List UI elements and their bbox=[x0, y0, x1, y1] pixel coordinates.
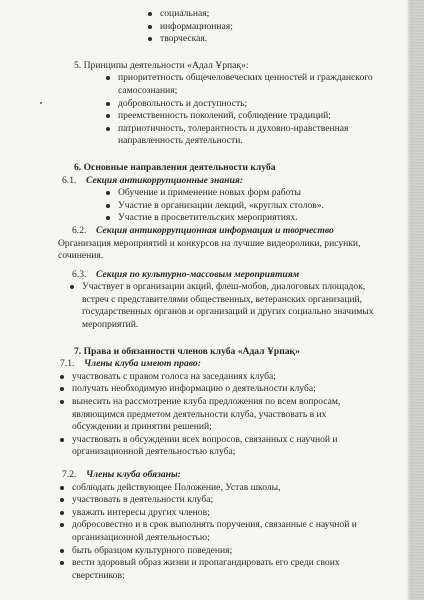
bullet-icon bbox=[60, 486, 64, 490]
section-5-heading: 5. Принципы деятельности «Адал Ұрпақ»: bbox=[74, 59, 249, 71]
subsection-6-1-heading: 6.1. Секция антикоррупционные знания: bbox=[62, 174, 243, 186]
bullet-icon bbox=[148, 12, 152, 16]
scan-speck bbox=[40, 102, 42, 104]
list-item: Участие в организации лекций, «круглых столов». bbox=[104, 200, 398, 213]
subsection-7-1-heading: 7.1. Члены клуба имеют право: bbox=[60, 358, 201, 370]
list-item: патриотичность, толерантность и духовно-нравственная направленность деятельности. bbox=[104, 123, 398, 148]
list-item: добровольность и доступность; bbox=[104, 98, 398, 111]
list-item: Участие в просветительских мероприятиях. bbox=[104, 212, 398, 225]
top-bullet-list bbox=[104, 8, 398, 46]
subsection-7-2-list bbox=[58, 482, 398, 583]
list-item: вынесить на рассмотрение клуба предложения по всем вопросам, являющимся предметом деятельности клуба, участвовать в их обсуждении и принятии решений; bbox=[58, 396, 398, 434]
bullet-icon bbox=[106, 127, 110, 131]
section-6-heading: 6. Основные направления деятельности клуба bbox=[74, 161, 276, 173]
bullet-icon bbox=[148, 25, 152, 29]
scan-edge bbox=[410, 0, 424, 600]
subsection-6-3-list bbox=[68, 281, 398, 331]
bullet-icon bbox=[60, 400, 64, 404]
list-item: участвовать в деятельности клуба; bbox=[58, 494, 398, 507]
bullet-icon bbox=[60, 523, 64, 527]
subsection-7-2-heading: 7.2. Члены клуба обязаны: bbox=[62, 469, 181, 480]
list-item: добросовестно и в срок выполнять поручения, связанные с научной и организационной деятельностью; bbox=[58, 519, 398, 544]
subsection-7-1-list bbox=[58, 371, 398, 459]
list-item: преемственность поколений, соблюдение традиций; bbox=[104, 110, 398, 123]
bullet-icon bbox=[106, 102, 110, 106]
subsection-6-2-heading: 6.2. Секция антикоррупционная информация и творчество bbox=[72, 224, 334, 236]
bullet-icon bbox=[70, 285, 74, 289]
bullet-icon bbox=[60, 375, 64, 379]
list-item: вести здоровый образ жизни и пропагандировать его среди своих сверстников; bbox=[58, 557, 398, 582]
bullet-icon bbox=[60, 549, 64, 553]
bullet-icon bbox=[60, 438, 64, 442]
list-item: Участвует в организации акций, флеш-мобов, диалоговых площадок, встреч с представителями общественных, ветеранских организаций, государственных органов и организаций и других социально значимых мероприятий. bbox=[68, 281, 398, 331]
list-item: приоритетность общечеловеческих ценностей и гражданского самосознания; bbox=[104, 72, 398, 97]
list-item: уважать интересы других членов; bbox=[58, 507, 398, 520]
subsection-6-1-list bbox=[104, 187, 398, 225]
list-item: соблюдать действующее Положение, Устав школы, bbox=[58, 482, 398, 495]
bullet-icon bbox=[60, 498, 64, 502]
bullet-icon bbox=[148, 37, 152, 41]
subsection-6-2-text: Организация мероприятий и конкурсов на лучшие видеоролики, рисунки, сочинения. bbox=[58, 237, 361, 262]
list-item: информационная; bbox=[146, 21, 398, 34]
list-item: быть образцом культурного поведения; bbox=[58, 545, 398, 558]
bullet-icon bbox=[106, 114, 110, 118]
bullet-icon bbox=[106, 204, 110, 208]
bullet-icon bbox=[60, 561, 64, 565]
bullet-icon bbox=[60, 511, 64, 515]
bullet-icon bbox=[106, 76, 110, 80]
list-item: творческая. bbox=[146, 33, 398, 46]
document-body bbox=[58, 8, 398, 582]
bullet-icon bbox=[60, 387, 64, 391]
list-item: социальная; bbox=[146, 8, 398, 21]
bullet-icon bbox=[106, 191, 110, 195]
list-item: участвовать в обсуждении всех вопросов, связанных с научной и организационной деятельностью клуба; bbox=[58, 434, 398, 459]
section-7-heading: 7. Права и обязанности членов клуба «Адал Ұрпақ» bbox=[74, 345, 300, 357]
list-item: участвовать с правом голоса на заседаниях клуба; bbox=[58, 371, 398, 384]
list-item: получать необходимую информацию о деятельности клуба; bbox=[58, 383, 398, 396]
section-5-list bbox=[104, 72, 398, 148]
bullet-icon bbox=[106, 216, 110, 220]
subsection-6-3-heading: 6.3. Секция по культурно-массовым мероприятиям bbox=[72, 268, 300, 280]
list-item: Обучение и применение новых форм работы bbox=[104, 187, 398, 200]
